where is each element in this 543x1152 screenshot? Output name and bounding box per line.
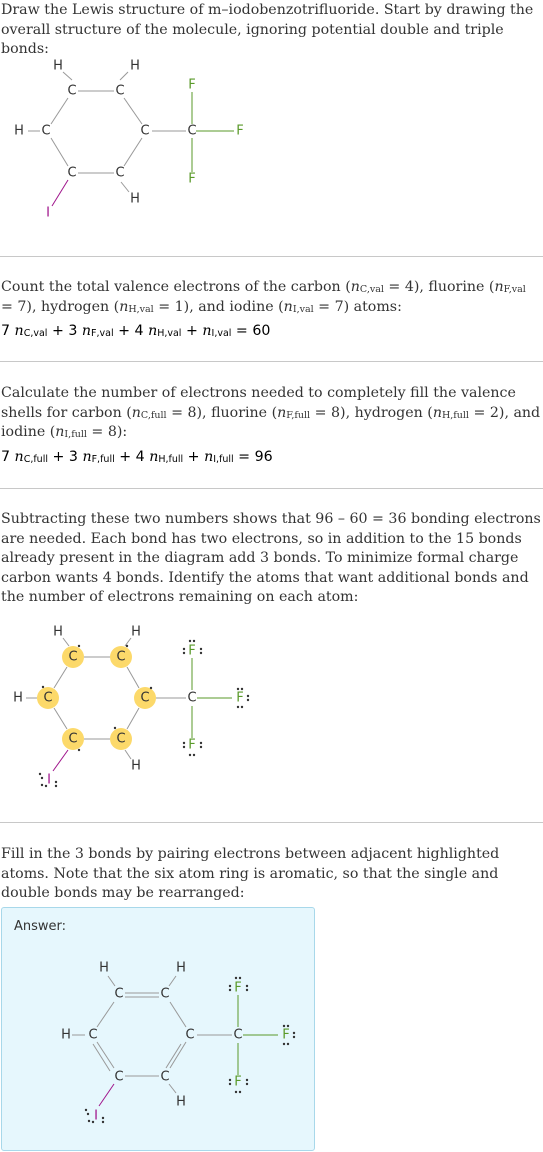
atom-c: C [185, 1027, 195, 1043]
full-shell-equation: 7 $n_{C,full} + 3$ $n_{F,full} + 4$ $n_{H,full} + n_{I,full} = 96$ [1, 449, 273, 465]
bonding-text: Subtracting these two numbers shows that 96 – 60 = 36 bonding electrons are needed. Each bond has two electrons, so in addition to the 15 bonds already present in the diagram add 3 bonds. To minimize formal charge carbon wants 4 bonds. Identify the atoms that want additional bonds and the number of electrons remaining on each atom: [1, 511, 541, 605]
valence-count-text: Count the total valence electrons of the carbon $(n_{C,val} = 4)$, fluorine $(n_{F,val} = 7)$, hydrogen $(n_{H,val} = 1)$, and iodine $(n_{I,val} = 7)$ atoms: [1, 279, 526, 315]
atom-h: H [176, 1094, 186, 1110]
atom-h: H [131, 758, 141, 774]
atom-c: C [67, 83, 77, 99]
atom-f: F [188, 737, 196, 753]
answer-label: Answer: [14, 919, 67, 934]
atom-c: C [114, 986, 124, 1002]
atom-h: H [13, 690, 23, 706]
divider [0, 361, 543, 362]
atom-h: H [130, 58, 140, 74]
atom-c: C [43, 690, 53, 706]
divider [0, 488, 543, 489]
atom-c: C [116, 649, 126, 665]
valence-equation: 7 $n_{C,val} + 3$ $n_{F,val} + 4$ $n_{H,val} + n_{I,val} = 60$ [1, 323, 271, 339]
atom-i: I [94, 1108, 98, 1124]
intro-text: Draw the Lewis structure of m–iodobenzotrifluoride. Start by drawing the overall structure of the molecule, ignoring potential double and triple bonds: [1, 2, 534, 57]
atom-c: C [187, 123, 197, 139]
divider [0, 822, 543, 823]
fill-bonds-text: Fill in the 3 bonds by pairing electrons between adjacent highlighted atoms. Note that the six atom ring is aromatic, so that the single and double bonds may be rearranged: [1, 846, 500, 901]
structure-answer [0, 955, 320, 1135]
atom-h: H [131, 624, 141, 640]
atom-c: C [116, 731, 126, 747]
atom-h: H [53, 624, 63, 640]
atom-c: C [187, 690, 197, 706]
atom-c: C [233, 1027, 243, 1043]
atom-h: H [14, 123, 24, 139]
atom-h: H [61, 1027, 71, 1043]
atom-f: F [282, 1027, 290, 1043]
atom-f: F [236, 690, 244, 706]
atom-c: C [140, 690, 150, 706]
atom-h: H [99, 960, 109, 976]
atom-f: F [188, 171, 196, 187]
atom-c: C [115, 165, 125, 181]
full-shell-text: Calculate the number of electrons needed to completely fill the valence shells for carbon $(n_{C,full} = 8)$, fluorine $(n_{F,full} = 8)$, hydrogen $(n_{H,full} = 2)$, and iodine $(n_{I,full} = 8)$: [1, 385, 541, 440]
atom-i: I [47, 772, 51, 788]
atom-f: F [234, 980, 242, 996]
divider [0, 256, 543, 257]
atom-h: H [53, 58, 63, 74]
atom-h: H [130, 191, 140, 207]
atom-h: H [176, 960, 186, 976]
atom-c: C [41, 123, 51, 139]
atom-c: C [160, 986, 170, 1002]
atom-c: C [88, 1027, 98, 1043]
atom-f: F [188, 77, 196, 93]
atom-f: F [188, 643, 196, 659]
structure-skeleton [0, 50, 300, 230]
atom-c: C [114, 1069, 124, 1085]
atom-i: I [46, 205, 50, 221]
atom-f: F [234, 1074, 242, 1090]
atom-c: C [160, 1069, 170, 1085]
atom-c: C [140, 123, 150, 139]
atom-c: C [68, 649, 78, 665]
atom-c: C [115, 83, 125, 99]
atom-f: F [236, 123, 244, 139]
atom-c: C [68, 731, 78, 747]
structure-highlighted [0, 615, 300, 795]
atom-c: C [67, 165, 77, 181]
